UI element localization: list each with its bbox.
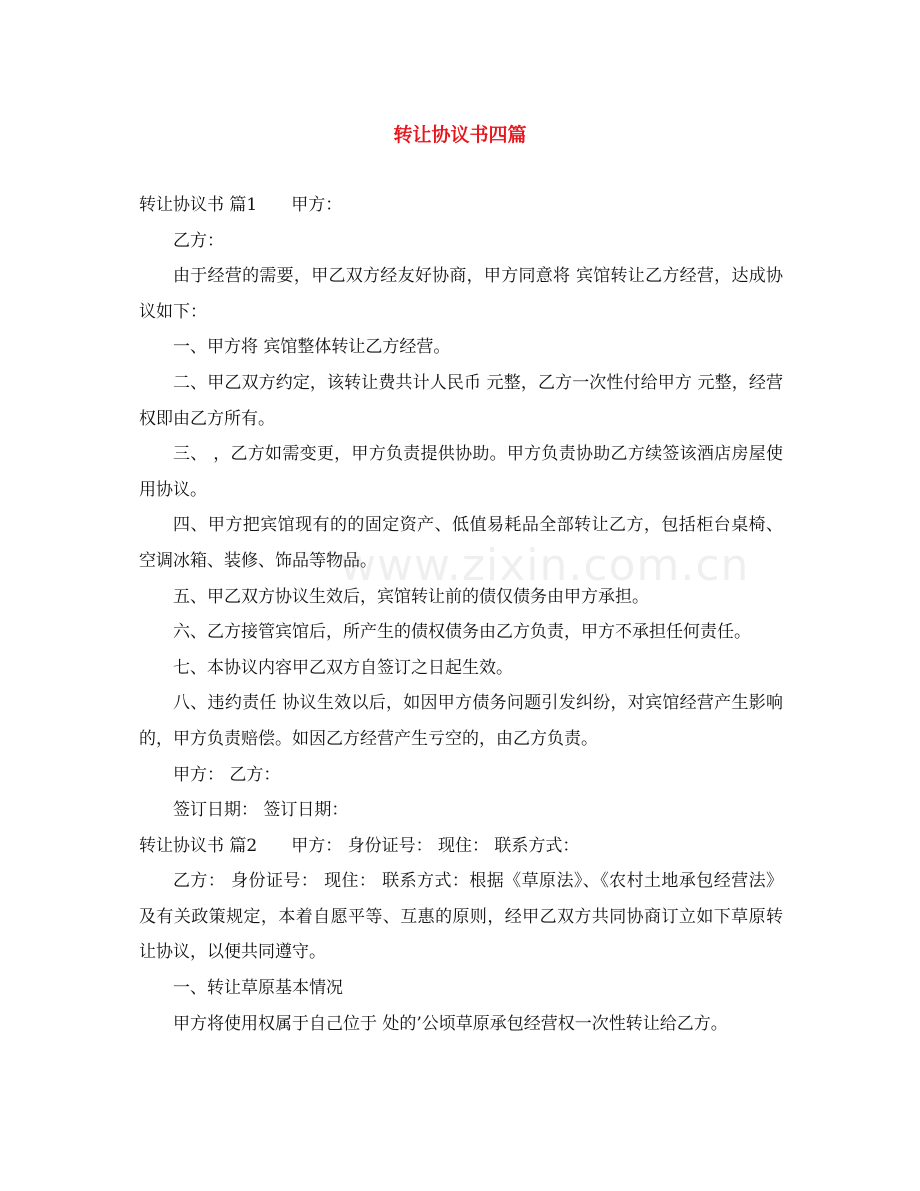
paragraph-clause-4: 四、甲方把宾馆现有的的固定资产、低值易耗品全部转让乙方，包括柜台桌椅、空调冰箱、装修、饰品等物品。 xyxy=(139,515,783,571)
document-title: 转让协议书四篇 xyxy=(393,124,527,146)
paragraph-clause-6: 六、乙方接管宾馆后，所产生的债权债务由乙方负责，甲方不承担任何责任。 xyxy=(173,622,751,643)
paragraph-grassland-transfer: 甲方将使用权属于自己位于 处的’公顷草原承包经营权一次性转让给乙方。 xyxy=(173,1013,728,1034)
paragraph-party-b: 乙方： xyxy=(173,230,224,251)
paragraph-clause-3: 三、 ，乙方如需变更，甲方负责提供协助。甲方负责协助乙方续签该酒店房屋使用协议。 xyxy=(139,444,783,500)
document-body xyxy=(139,188,783,1042)
paragraph-preamble: 由于经营的需要，甲乙双方经友好协商，甲方同意将 宾馆转让乙方经营，达成协议如下： xyxy=(139,266,783,322)
paragraph-section-heading-1: 转让协议书 篇1 甲方： xyxy=(139,195,343,215)
paragraph-section-heading-2: 转让协议书 篇2 甲方： 身份证号： 现住： 联系方式： xyxy=(139,835,580,856)
paragraph-sign-dates: 签订日期： 签订日期： xyxy=(173,800,349,821)
paragraph-clause-1: 一、甲方将 宾馆整体转让乙方经营。 xyxy=(173,337,451,358)
paragraph-party-b-details: 乙方： 身份证号： 现住： 联系方式：根据《草原法》、《农村土地承包经营法》及有关政策规定，本着自愿平等、互惠的原则，经甲乙双方共同协商订立如下草原转让协议，以便共同遵守。 xyxy=(139,871,783,963)
paragraph-grassland-heading: 一、转让草原基本情况 xyxy=(173,978,343,999)
paragraph-clause-2: 二、甲乙双方约定，该转让费共计人民币 元整，乙方一次性付给甲方 元整，经营权即由乙方所有。 xyxy=(139,372,783,429)
paragraph-clause-8: 八、违约责任 协议生效以后，如因甲方债务问题引发纠纷，对宾馆经营产生影响的，甲方负责赔偿。如因乙方经营产生亏空的，由乙方负责。 xyxy=(139,693,783,749)
paragraph-clause-7: 七、本协议内容甲乙双方自签订之日起生效。 xyxy=(173,657,513,678)
paragraph-clause-5: 五、甲乙双方协议生效后，宾馆转让前的债仅债务由甲方承担。 xyxy=(173,586,649,607)
paragraph-signatures: 甲方： 乙方： xyxy=(173,764,281,785)
watermark: www.zixin.com.cn xyxy=(340,540,750,591)
